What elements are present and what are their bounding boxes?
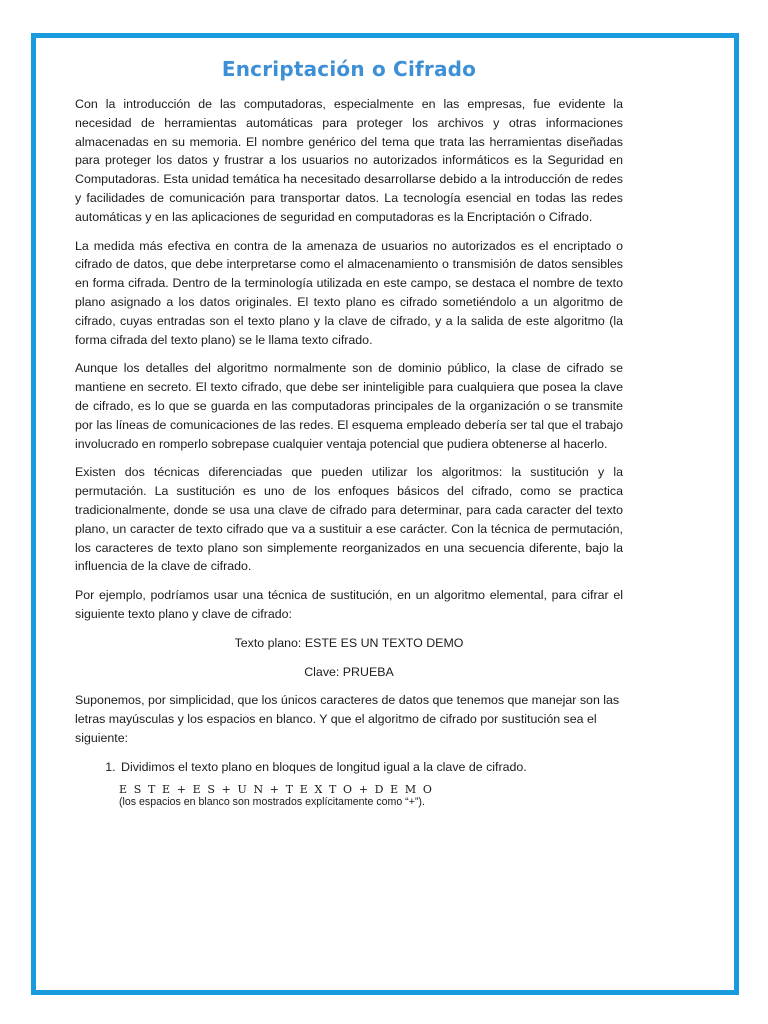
document-body (75, 57, 623, 809)
paragraph-assumption: Suponemos, por simplicidad, que los únicos caracteres de datos que tenemos que manejar son las letras mayúsculas y los espacios en blanco. Y que el algoritmo de cifrado por sustitución sea el siguiente: (75, 693, 620, 745)
document-title: Encriptación o Cifrado (221, 57, 477, 81)
paragraph-encryption-definition: La medida más efectiva en contra de la amenaza de usuarios no autorizados es el encriptado o cifrado de datos, que debe interpretarse como el almacenamiento o transmisión de datos sensibles en forma cifrada. Dentro de la terminología utilizada en este campo, se destaca el nombre de texto plano asignado a los datos originales. El texto plano es cifrado sometiéndolo a un algoritmo de cifrado, cuyas entradas son el texto plano y la clave de cifrado, y a la salida de este algoritmo (la forma cifrada del texto plano) se le llama texto cifrado. (75, 238, 623, 347)
key-example: Clave: PRUEBA (304, 664, 394, 679)
paragraph-example-intro: Por ejemplo, podríamos usar una técnica de sustitución, en un algoritmo elemental, para cifrar el siguiente texto plano y clave de cifrado: (75, 588, 623, 621)
block-note: (los espacios en blanco son mostrados explícitamente como “+”). (119, 795, 425, 808)
paragraph-techniques: Existen dos técnicas diferenciadas que pueden utilizar los algoritmos: la sustitución y la permutación. La sustitución es uno de los enfoques básicos del cifrado, como se practica tradicionalmente, donde se usa una clave de cifrado para determinar, para cada caracter del texto plano, un caracter de texto cifrado que va a sustituir a ese carácter. Con la técnica de permutación, los caracteres de texto plano son simplemente reorganizados en una secuencia diferente, bajo la influencia de la clave de cifrado. (75, 465, 623, 574)
steps-list (75, 758, 623, 777)
list-item: 1. Dividimos el texto plano en bloques de longitud igual a la clave de cifrado. (119, 758, 623, 777)
paragraph-intro: Con la introducción de las computadoras, especialmente en las empresas, fue evidente la necesidad de herramientas automáticas para proteger los archivos y otras informaciones almacenadas en su memoria. El nombre genérico del tema que trata las herramientas diseñadas para proteger los datos y frustrar a los usuarios no autorizados informáticos es la Seguridad en Computadoras. Esta unidad temática ha necesitado desarrollarse debido a la introducción de redes y facilidades de comunicación para transportar datos. La tecnología esencial en todas las redes automáticas y en las aplicaciones de seguridad en computadoras es la Encriptación o Cifrado. (75, 97, 623, 224)
block-sequence: E S T E + E S + U N + T E X T O + D E M O (119, 782, 434, 796)
plain-text-example: Texto plano: ESTE ES UN TEXTO DEMO (234, 635, 464, 650)
paragraph-algorithm-details: Aunque los detalles del algoritmo normalmente son de dominio público, la clase de cifrado se mantiene en secreto. El texto cifrado, que debe ser ininteligible para cualquiera que posea la clave de cifrado, es lo que se guarda en las computadoras principales de la organización o se transmite por las líneas de comunicaciones de las redes. El esquema empleado debería ser tal que el trabajo involucrado en romperlo sobrepase cualquier ventaja potencial que pudiera obtenerse al hacerlo. (75, 361, 623, 451)
